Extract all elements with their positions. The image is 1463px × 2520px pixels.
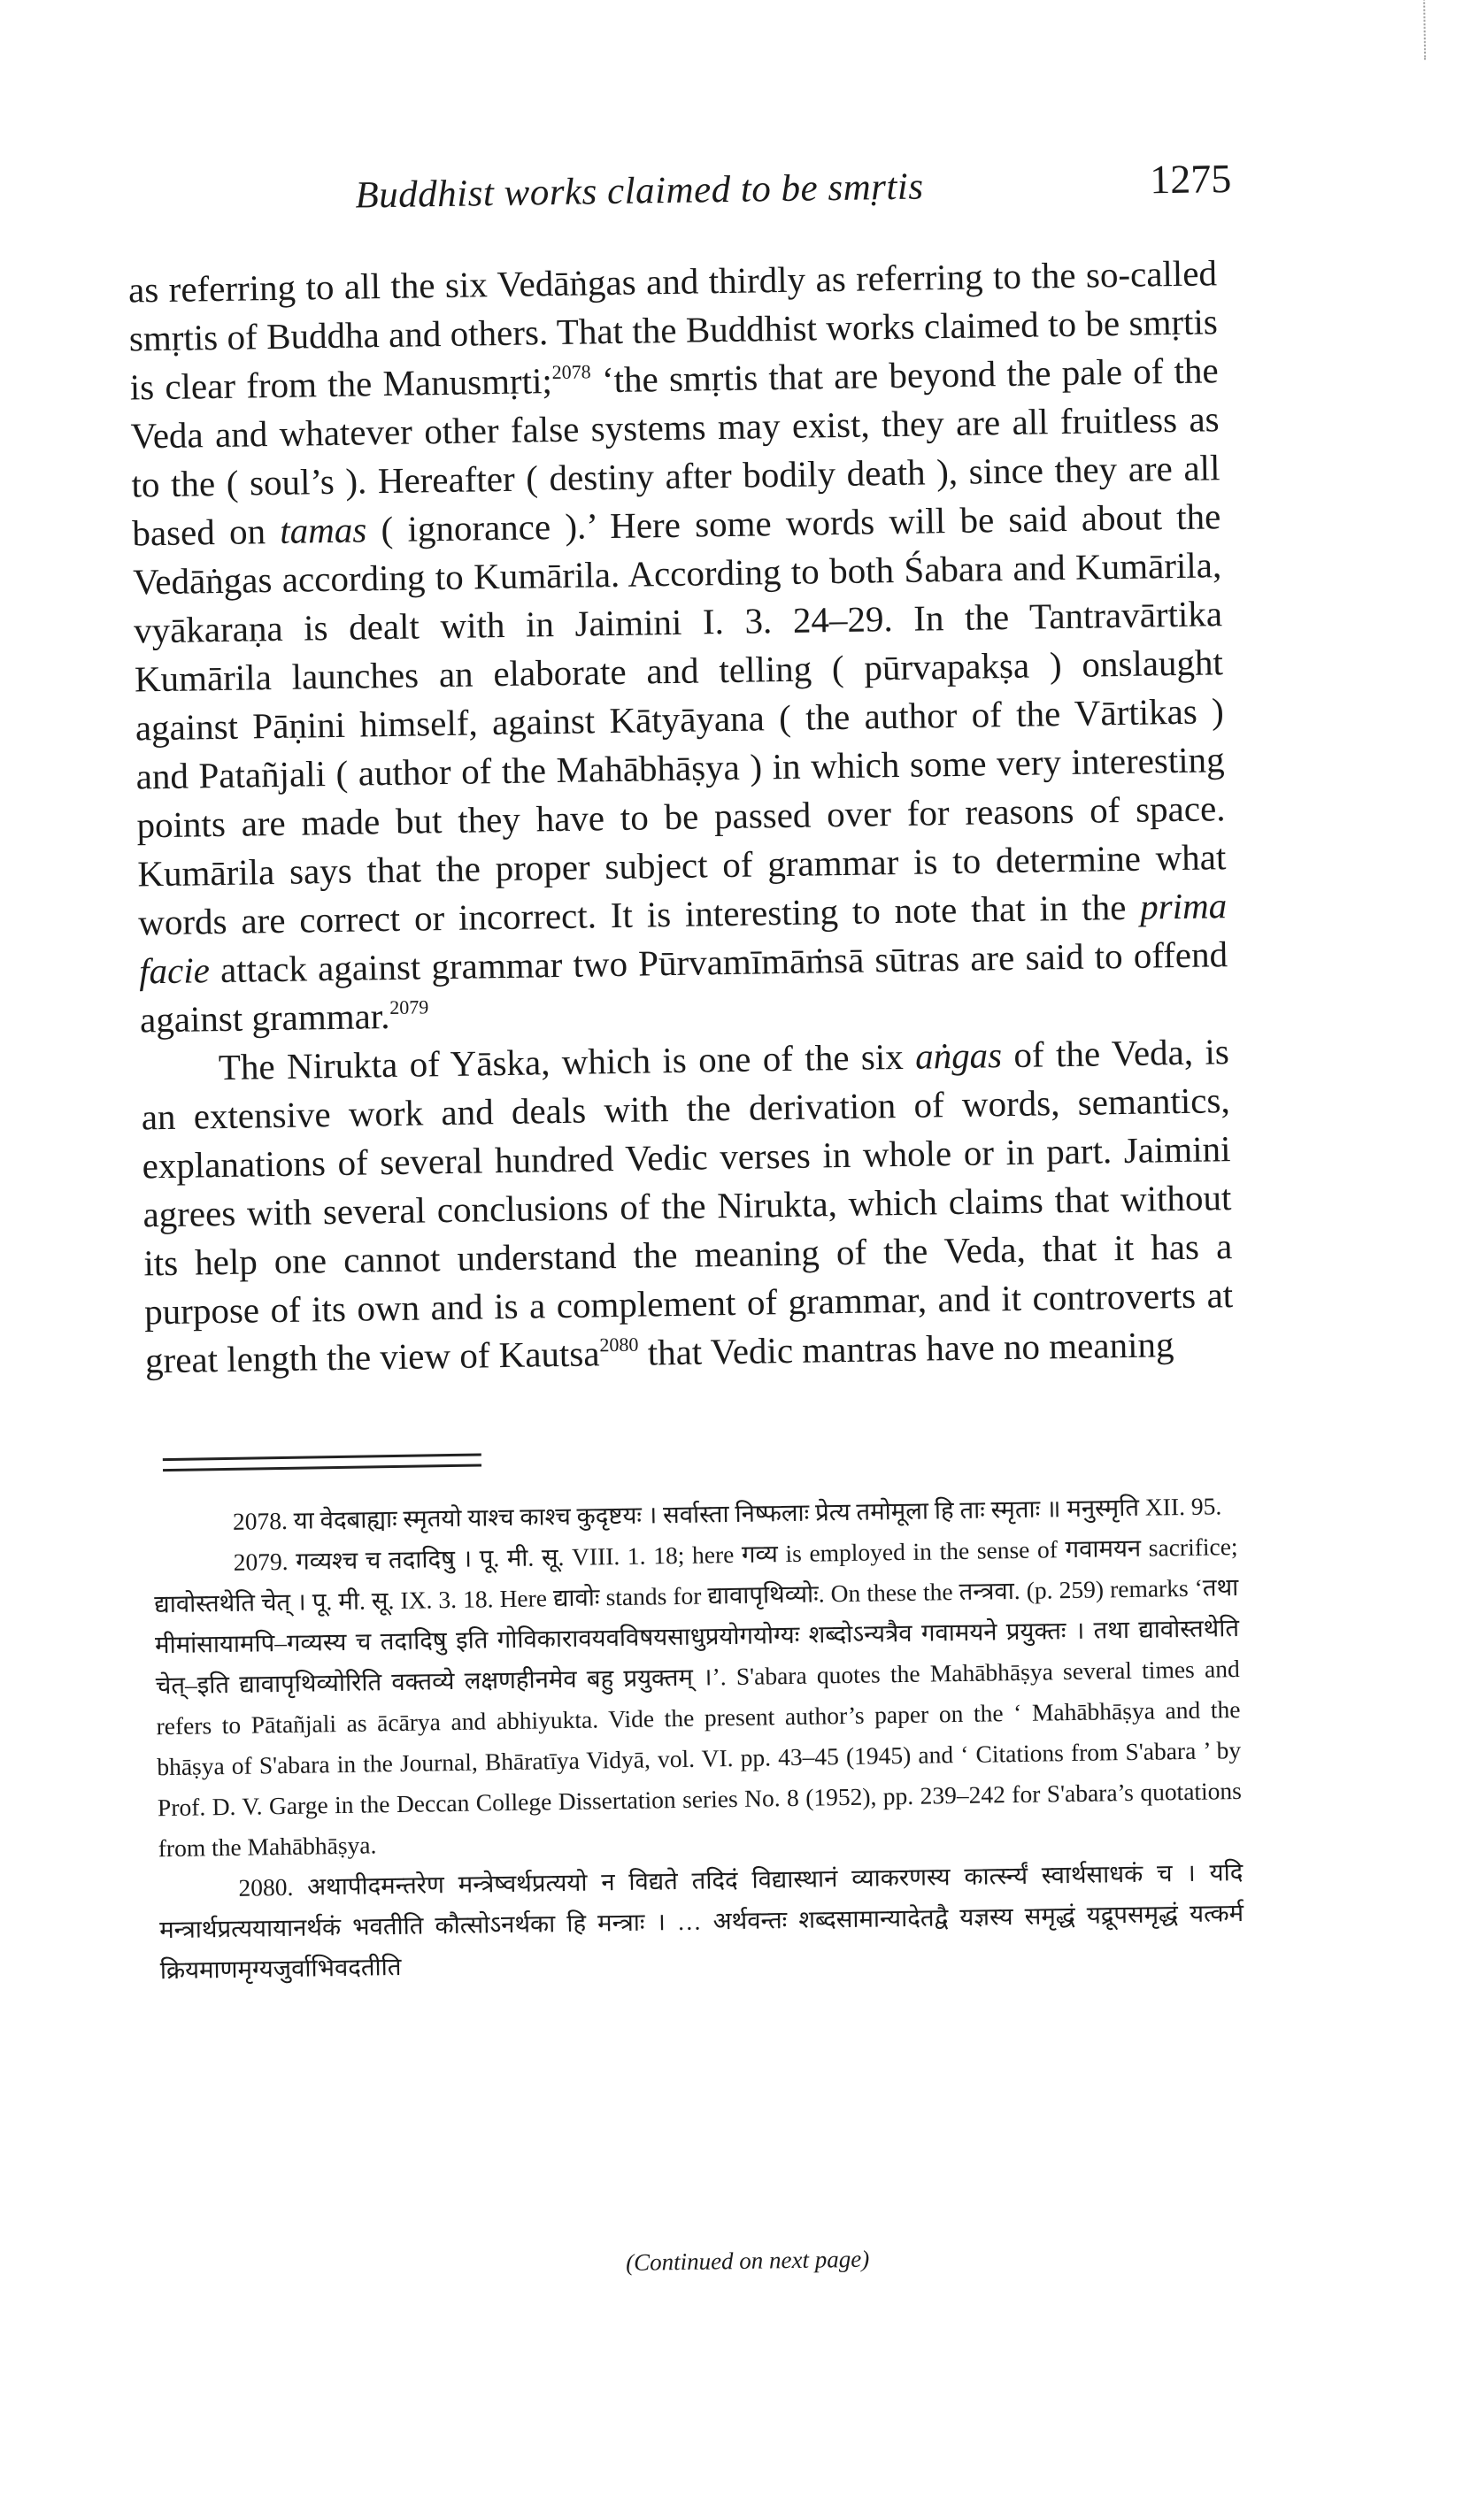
text-run: ( ignorance ).’ Here some words will be said about the Vedāṅgas according to Kumārila. According to both Śabara and Kumārila, vyākaraṇa is dealt with in Jaimini I. 3. 24–29. In the Tantravārtika Kumārila launches an elaborate and telling ( pūrvapakṣa ) onslaught against Pāṇini himself, against Kātyāyana ( the author of the Vārtikas ) and Patañjali ( author of the Mahābhāṣya ) in which some very interesting points are made but they have to be passed over for reasons of space. Kumārila says that the proper subject of grammar is to determine what words are correct or incorrect. It is interesting to note that in the [132, 496, 1227, 943]
footnote-ref-2080: 2080 [599, 1333, 639, 1356]
text-run: of the Veda, is an extensive work and deals with the derivation of words, semantics, explanations of several hundred Vedic verses in whole or in part. Jaimini agrees with several conclusions of the Nirukta, which claims that without its help one cannot understand the meaning of the Veda, that it has a purpose of its own and is a complement of grammar, and it controverts at great length the view of Kautsa [141, 1031, 1234, 1381]
running-title: Buddhist works claimed to be smṛtis [355, 165, 924, 217]
scan-edge-mark [1423, 0, 1426, 60]
italic-term: prima facie [138, 885, 1228, 992]
footnote-ref-2079: 2079 [389, 995, 429, 1019]
footnote-ref-2078: 2078 [551, 360, 591, 384]
paragraph-1 [128, 249, 1229, 1044]
main-text [128, 249, 1235, 1385]
footnote-divider [163, 1464, 481, 1471]
footnotes [153, 1486, 1245, 1991]
text-run: attack against grammar two Pūrvamīmāṁsā sūtras are said to offend against grammar. [139, 933, 1228, 1041]
footnote-2079: 2079. गव्यश्च च तदादिषु । पू. मी. सू. VIII. 1. 18; here गव्य is employed in the sense of गवामयन sacrifice; द्यावोस्तथेति चेत् । पू. मी. सू. IX. 3. 18. Here द्यावोः stands for द्यावापृथिव्योः. On these the तन्त्रवा. (p. 259) remarks ‘तथा मीमांसायामपि–गव्यस्य च तदादिषु इति गोविकारावयवविषयसाधुप्रयोगयोग्यः शब्दोऽन्यत्रैव गवामयने प्रयुक्तः । तथा द्यावोस्तथेति चेत्–इति द्यावापृथिव्योरिति वक्तव्ये लक्षणहीनमेव बहु प्रयुक्तम् ।’. S'abara quotes the Mahābhāṣya several times and refers to Pātañjali as ācārya and abhiyukta. Vide the present author’s paper on the ‘ Mahābhāṣya and the bhāṣya of S'abara in the Journal, Bhāratīya Vidyā, vol. VI. pp. 43–45 (1945) and ‘ Citations from S'abara ’ by Prof. D. V. Garge in the Deccan College Dissertation series No. 8 (1952), pp. 239–242 for S'abara’s quotations from the Mahābhāṣya. [154, 1533, 1243, 1863]
italic-term: tamas [279, 509, 367, 551]
continued-note: (Continued on next page) [625, 2245, 870, 2277]
text-run: ‘the smṛtis that are beyond the pale of the Veda and whatever other false systems may exist, they are all fruitless as to the ( soul’s ). Hereafter ( destiny after bodily death ), since they are all based on [130, 350, 1220, 554]
text-run: as referring to all the six Vedāṅgas and thirdly as referring to the so-called smṛtis of Buddha and others. That the Buddhist works claimed to be smṛtis is clear from the Manusmṛti; [127, 252, 1219, 408]
text-run: The Nirukta of Yāska, which is one of the six [218, 1035, 916, 1088]
page-header [355, 155, 1232, 236]
page-number: 1275 [1149, 155, 1232, 203]
paragraph-2 [140, 1027, 1234, 1385]
text-run: that Vedic mantras have no meaning [638, 1324, 1174, 1373]
footnote-2078: 2078. या वेदबाह्याः स्मृतयो याश्च काश्च कुदृष्टयः । सर्वास्ता निष्फलाः प्रेत्य तमोमूला हि ताः स्मृताः ॥ मनुस्मृति XII. 95. [232, 1492, 1222, 1535]
footnote-2080: 2080. अथापीदमन्तरेण मन्त्रेष्वर्थप्रत्ययो न विद्यते तदिदं विद्यास्थानं व्याकरणस्य कार्त्स्न्यं स्वार्थसाधकं च । यदि मन्त्रार्थप्रत्ययायानर्थकं भवतीति कौत्सोऽनर्थका हि मन्त्राः । … अर्थवन्तः शब्दसामान्यादेतद्वै यज्ञस्य समृद्धं यद्रूपसमृद्धं यत्कर्म क्रियमाणमृग्यजुर्वाभिवदतीति [158, 1858, 1244, 1985]
footnote-divider [163, 1453, 481, 1461]
italic-term: aṅgas [914, 1034, 1003, 1077]
